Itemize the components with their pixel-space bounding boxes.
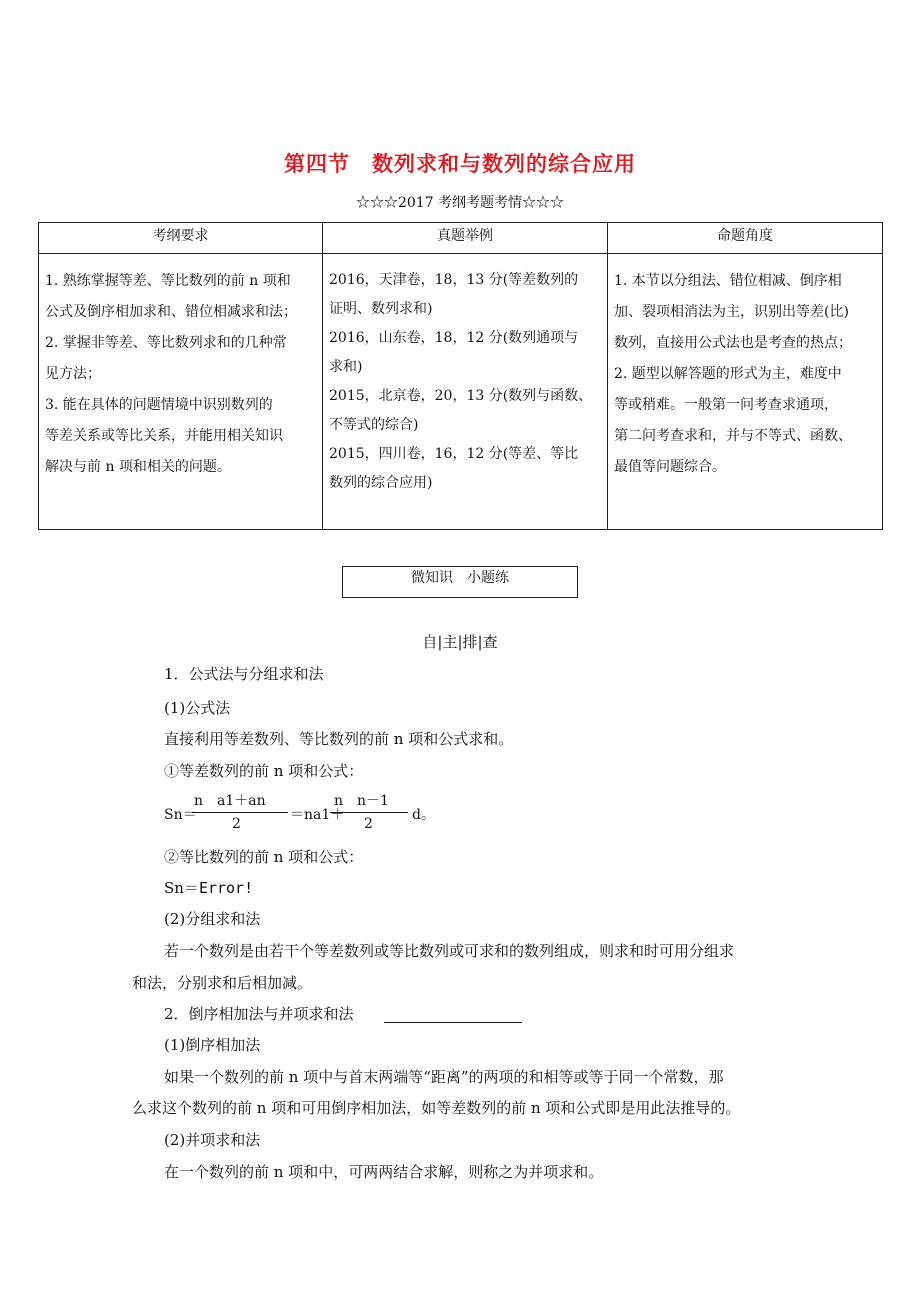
paragraph: 和法，分别求和后相加减。 [132,974,313,992]
angle-line: 最值等问题综合。 [614,459,726,475]
heading-2: 2．倒序相加法与并项求和法 [164,1005,354,1023]
angle-line: 加、裂项相消法为主，识别出等差(比) [614,304,849,320]
formula-denominator-2: 2 [364,816,373,832]
header-angles: 命题角度 [608,223,883,254]
example-line: 求和) [329,359,363,375]
syllabus-line: 见方法； [45,366,101,382]
cell-angles [608,254,883,530]
arithmetic-sum-formula [164,790,464,836]
paragraph: 直接利用等差数列、等比数列的前 n 项和公式求和。 [164,730,514,748]
formula-lhs: Sn＝ [164,807,197,823]
example-line: 2015，北京卷，20，13 分(数列与函数、 [329,388,593,404]
subheading-1-2: (2)分组求和法 [164,910,261,928]
syllabus-table [38,222,883,530]
paragraph: 若一个数列是由若干个等差数列或等比数列或可求和的数列组成，则求和时可用分组求 [164,942,735,960]
formula-tail: d。 [412,807,435,823]
syllabus-line: 2. 掌握非等差、等比数列求和的几种常 [45,335,287,351]
subheading-1-1: (1)公式法 [164,699,231,717]
paragraph: 么求这个数列的前 n 项和可用倒序相加法，如等差数列的前 n 项和公式即是用此法推导的。 [132,1099,741,1117]
section-heading: 自|主|排|查 [422,633,498,651]
subheading-2-2: (2)并项求和法 [164,1131,261,1149]
syllabus-line: 3. 能在具体的问题情境中识别数列的 [45,397,273,413]
formula-denominator-1: 2 [232,816,241,832]
example-line: 2015，四川卷，16，12 分(等差、等比 [329,446,579,462]
heading-1: 1．公式法与分组求和法 [164,665,324,683]
angle-line: 第二问考查求和，并与不等式、函数、 [614,428,852,444]
fraction-bar [192,812,288,813]
subheading-2-1: (1)倒序相加法 [164,1036,261,1054]
exam-info-subtitle: ☆☆☆2017 考纲考题考情☆☆☆ [355,195,565,211]
formula-numerator-1: n a1＋an [194,793,266,809]
angle-line: 1. 本节以分组法、错位相减、倒序相 [614,273,842,289]
example-line: 不等式的综合) [329,417,419,433]
table-row [39,254,883,530]
example-line: 2016，山东卷，18，12 分(数列通项与 [329,330,579,346]
header-syllabus: 考纲要求 [39,223,323,254]
example-line: 2016，天津卷，18，13 分(等差数列的 [329,272,579,288]
formula-error-value: Error! [198,879,254,897]
angle-line: 2. 题型以解答题的形式为主，难度中 [614,366,842,382]
example-line: 证明、数列求和) [329,301,433,317]
table-header-row [39,223,883,254]
syllabus-line: 公式及倒序相加求和、错位相减求和法； [45,304,297,320]
formula-middle: ＝na1＋ [290,807,345,823]
cell-examples [323,254,608,530]
angle-line: 数列，直接用公式法也是考查的热点； [614,335,852,351]
section-box-label: 微知识 小题练 [342,566,578,598]
formula-numerator-2: n n－1 [334,793,389,809]
underline-rule [384,1022,522,1023]
formula-lhs: Sn＝ [164,879,199,897]
geometric-sum-formula [164,877,253,898]
paragraph: ②等比数列的前 n 项和公式： [164,848,364,866]
syllabus-line: 等差关系或等比关系，并能用相关知识 [45,428,283,444]
example-line: 数列的综合应用) [329,475,433,491]
header-examples: 真题举例 [323,223,608,254]
paragraph: 在一个数列的前 n 项和中，可两两结合求解，则称之为并项求和。 [164,1163,604,1181]
syllabus-line: 1. 熟练掌握等差、等比数列的前 n 项和 [45,273,291,289]
syllabus-line: 解决与前 n 项和相关的问题。 [45,459,231,475]
paragraph: ①等差数列的前 n 项和公式： [164,762,364,780]
angle-line: 等或稍难。一般第一问考查求通项， [614,397,838,413]
cell-syllabus [39,254,323,530]
paragraph: 如果一个数列的前 n 项中与首末两端等“距离”的两项的和相等或等于同一个常数，那 [164,1068,724,1086]
page-title: 第四节 数列求和与数列的综合应用 [284,151,636,176]
fraction-bar [330,812,408,813]
